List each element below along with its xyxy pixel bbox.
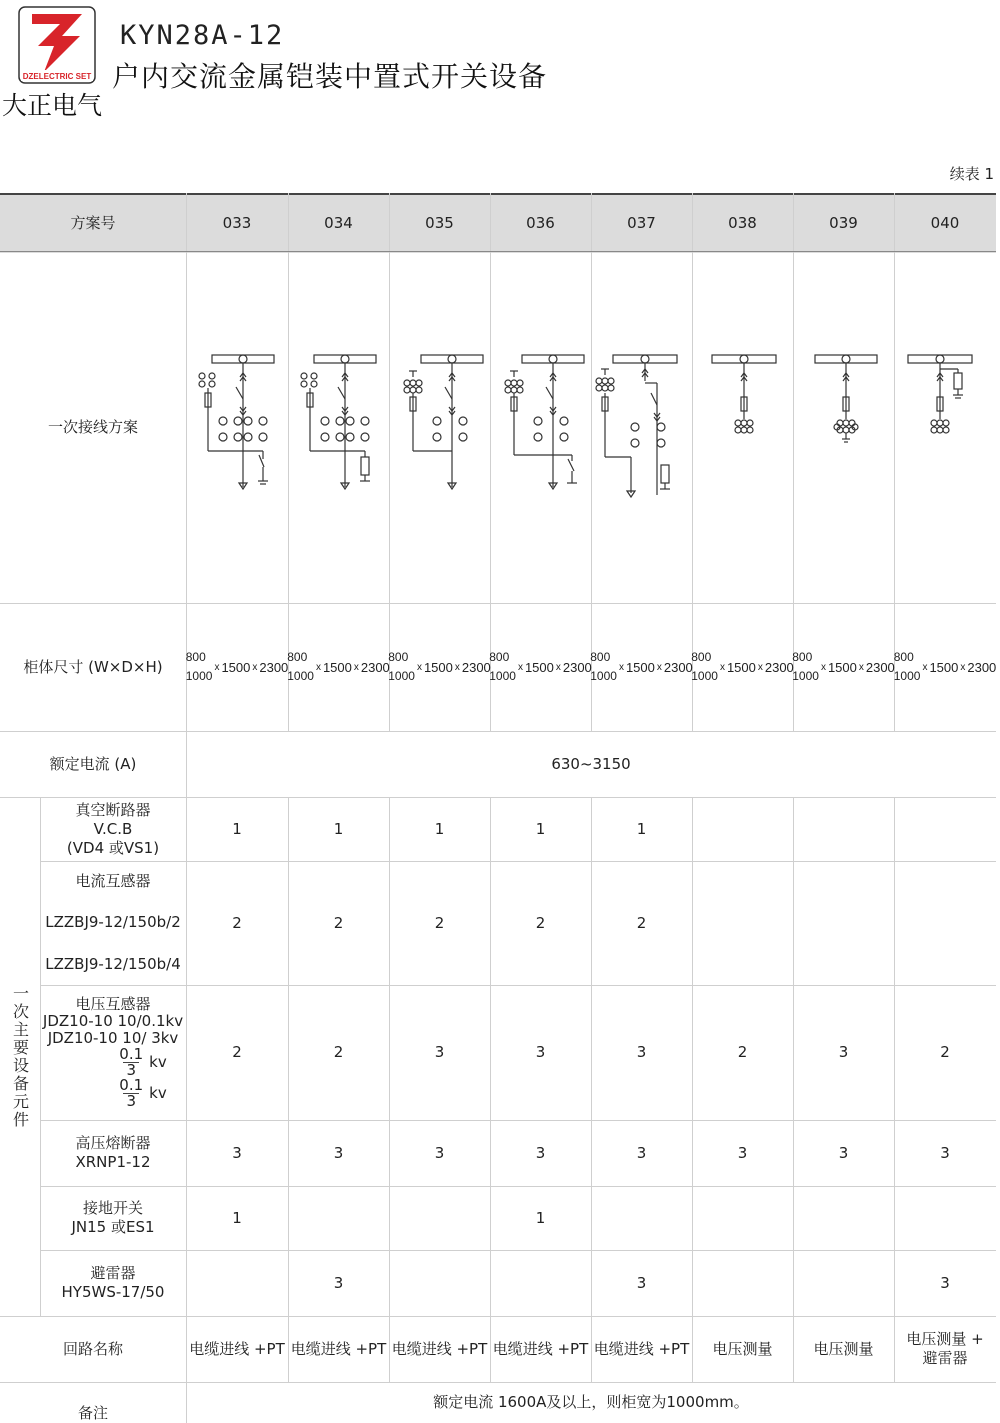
times-sign: x [555,661,561,673]
vcb-qty-038 [692,797,793,861]
vcb-label-2: V.C.B [93,819,133,838]
height-value: 2300 [865,659,895,675]
arr-qty-039 [793,1250,894,1316]
ct-qty-037: 2 [636,913,647,932]
diagram-036 [505,355,584,489]
remark-text: 额定电流 1600A及以上，则柜宽为1000mm。 [433,1393,749,1411]
width-options [388,648,415,686]
times-sign: x [656,661,662,673]
pt-qty-034: 2 [333,1043,344,1061]
continued-label: 续表 1 [949,165,994,183]
es-qty-035 [389,1186,490,1250]
vcb-qty-039 [793,797,894,861]
width-1000: 1000 [489,669,516,683]
circuit-name-037: 电缆进线 +PT [593,1339,690,1358]
width-options [792,648,819,686]
es-qty-040 [894,1186,996,1250]
arr-qty-038 [692,1250,793,1316]
cabinet-size-033 [186,603,288,731]
arr-qty-036 [490,1250,591,1316]
company-logo [18,6,96,84]
width-options [287,648,314,686]
fuse-label [40,1120,186,1186]
pt-frac1-unit: kv [149,1053,167,1071]
diagram-039 [815,355,877,442]
pt-qty-039: 3 [838,1043,849,1061]
vcb-qty-035: 1 [434,819,445,838]
times-sign: x [517,661,523,673]
diagram-034 [301,355,376,489]
depth-value: 1500 [322,659,352,675]
rated-current-value: 630~3150 [551,754,631,773]
times-sign: x [719,661,725,673]
pt-qty-038: 2 [737,1043,748,1061]
fuse-qty-039: 3 [838,1143,849,1162]
fuse-qty-038: 3 [737,1143,748,1162]
brand-name: 大正电气 [2,91,103,120]
pt-frac2-den: 3 [123,1093,139,1109]
depth-value: 1500 [423,659,453,675]
diagram-037 [596,355,677,497]
remark-label: 备注 [77,1404,108,1422]
width-options [489,648,516,686]
diagram-033 [199,355,274,489]
ct-label-3: LZZBJ9-12/150b/4 [45,954,181,973]
width-800: 800 [893,650,914,664]
size-label: 柜体尺寸 (W×D×H) [23,657,163,676]
wiring-label: 一次接线方案 [47,417,138,436]
width-1000: 1000 [185,669,213,683]
diagram-035 [404,355,483,489]
fuse-label-1: 高压熔断器 [75,1134,151,1152]
height-value: 2300 [259,659,289,675]
cabinet-size-034 [288,603,389,731]
scheme-number-label: 方案号 [70,213,116,232]
depth-value: 1500 [625,659,655,675]
times-sign: x [618,661,624,673]
circuit-name-039: 电压测量 [813,1339,874,1358]
fuse-label-2: XRNP1-12 [75,1153,151,1171]
pt-label-2: JDZ10-10 10/0.1kv [42,1012,184,1030]
cabinet-size-036 [490,603,591,731]
diagram-040 [908,355,972,433]
es-qty-038 [692,1186,793,1250]
vcb-label-1: 真空断路器 [75,800,151,819]
circuit-name-035: 电缆进线 +PT [391,1339,488,1358]
times-sign: x [922,661,928,673]
vcb-qty-033: 1 [232,819,242,838]
depth-value: 1500 [929,659,959,675]
times-sign: x [416,661,422,673]
width-800: 800 [590,650,611,664]
scheme-039: 039 [829,213,858,232]
pt-qty-033: 2 [232,1043,242,1061]
depth-value: 1500 [524,659,554,675]
rated-current-label: 额定电流 (A) [49,754,137,773]
svg-text:DZELECTRIC SET: DZELECTRIC SET [22,72,92,81]
width-800: 800 [388,650,409,664]
width-1000: 1000 [691,669,718,683]
width-800: 800 [691,650,712,664]
ct-qty-033: 2 [232,913,242,932]
vcb-qty-036: 1 [535,819,546,838]
width-800: 800 [489,650,510,664]
pt-frac2-unit: kv [149,1084,167,1102]
arr-label-1: 避雷器 [90,1264,136,1282]
ct-qty-034: 2 [333,913,344,932]
pt-fraction-2 [119,1078,166,1109]
fuse-qty-037: 3 [636,1143,647,1162]
ct-label-1: 电流互感器 [75,872,151,891]
scheme-038: 038 [728,213,757,232]
width-1000: 1000 [590,669,617,683]
diagram-038 [712,355,776,433]
scheme-033: 033 [222,213,252,232]
es-qty-033: 1 [232,1208,242,1227]
times-sign: x [820,661,826,673]
earth-switch-label [40,1186,186,1250]
depth-value: 1500 [827,659,857,675]
ct-qty-040 [894,861,996,985]
pt-frac2-num: 0.1 [119,1076,144,1094]
cabinet-size-038 [692,603,793,731]
width-options [186,648,213,686]
model-title: KYN28A-12 [120,20,285,51]
vcb-label [40,797,186,861]
fuse-qty-034: 3 [333,1143,344,1162]
ct-qty-039 [793,861,894,985]
height-value: 2300 [967,659,997,675]
vcb-qty-037: 1 [636,819,647,838]
times-sign: x [757,661,763,673]
arr-qty-034: 3 [333,1273,344,1292]
arr-label-2: HY5WS-17/50 [61,1283,165,1301]
height-value: 2300 [461,659,491,675]
pt-label-3: JDZ10-10 10/ 3kv [47,1029,179,1047]
arr-qty-033 [186,1250,288,1316]
scheme-036: 036 [526,213,555,232]
times-sign: x [252,661,258,673]
fuse-qty-033: 3 [232,1143,242,1162]
times-sign: x [315,661,321,673]
pt-fraction-1 [119,1047,166,1078]
es-qty-036: 1 [535,1208,546,1227]
cabinet-size-040 [894,603,996,731]
group-label-cell [0,797,40,1316]
fuse-qty-036: 3 [535,1143,546,1162]
pt-qty-037: 3 [636,1043,647,1061]
width-1000: 1000 [287,669,314,683]
es-qty-039 [793,1186,894,1250]
es-qty-037 [591,1186,692,1250]
pt-label [40,985,186,1120]
width-options [590,648,617,686]
arr-qty-035 [389,1250,490,1316]
circuit-name-034: 电缆进线 +PT [290,1339,387,1358]
pt-qty-040: 2 [940,1043,950,1061]
ct-label [40,861,186,985]
depth-value: 1500 [221,659,251,675]
ct-label-2: LZZBJ9-12/150b/2 [45,913,181,932]
scheme-034: 034 [324,213,353,232]
arrester-label [40,1250,186,1316]
width-800: 800 [792,650,813,664]
times-sign: x [214,661,220,673]
product-title: 户内交流金属铠装中置式开关设备 [112,60,548,93]
es-label-2: JN15 或ES1 [71,1218,155,1236]
width-1000: 1000 [792,669,819,683]
ct-qty-038 [692,861,793,985]
vcb-qty-034: 1 [333,819,344,838]
width-1000: 1000 [388,669,415,683]
arr-qty-040: 3 [940,1273,950,1292]
height-value: 2300 [764,659,794,675]
cabinet-size-035 [389,603,490,731]
cabinet-size-039 [793,603,894,731]
circuit-name-040: 电压测量 + 避雷器 [906,1330,984,1367]
fuse-qty-035: 3 [434,1143,445,1162]
scheme-037: 037 [627,213,656,232]
height-value: 2300 [562,659,592,675]
vcb-qty-040 [894,797,996,861]
depth-value: 1500 [726,659,756,675]
pt-label-1: 电压互感器 [75,995,151,1013]
circuit-name-038: 电压测量 [712,1339,773,1358]
pt-qty-036: 3 [535,1043,546,1061]
times-sign: x [858,661,864,673]
wiring-diagrams [186,343,996,503]
vcb-label-3: (VD4 或VS1) [66,838,160,857]
fuse-qty-040: 3 [940,1143,950,1162]
scheme-035: 035 [425,213,454,232]
width-options [691,648,718,686]
scheme-040: 040 [930,213,960,232]
times-sign: x [454,661,460,673]
width-options [894,648,921,686]
arr-qty-037: 3 [636,1273,647,1292]
times-sign: x [960,661,966,673]
pt-frac1-num: 0.1 [119,1045,144,1063]
circuit-name-033: 电缆进线 +PT [189,1339,285,1358]
circuit-name-label: 回路名称 [62,1339,123,1358]
main-components-label: 一次主要设备元件 [10,984,30,1129]
cabinet-size-037 [591,603,692,731]
height-value: 2300 [360,659,390,675]
es-label-1: 接地开关 [82,1199,143,1217]
width-1000: 1000 [893,669,921,683]
pt-frac1-den: 3 [123,1062,139,1078]
height-value: 2300 [663,659,693,675]
times-sign: x [353,661,359,673]
circuit-name-036: 电缆进线 +PT [492,1339,589,1358]
pt-qty-035: 3 [434,1043,445,1061]
width-800: 800 [185,650,206,664]
es-qty-034 [288,1186,389,1250]
width-800: 800 [287,650,308,664]
ct-qty-036: 2 [535,913,546,932]
ct-qty-035: 2 [434,913,445,932]
